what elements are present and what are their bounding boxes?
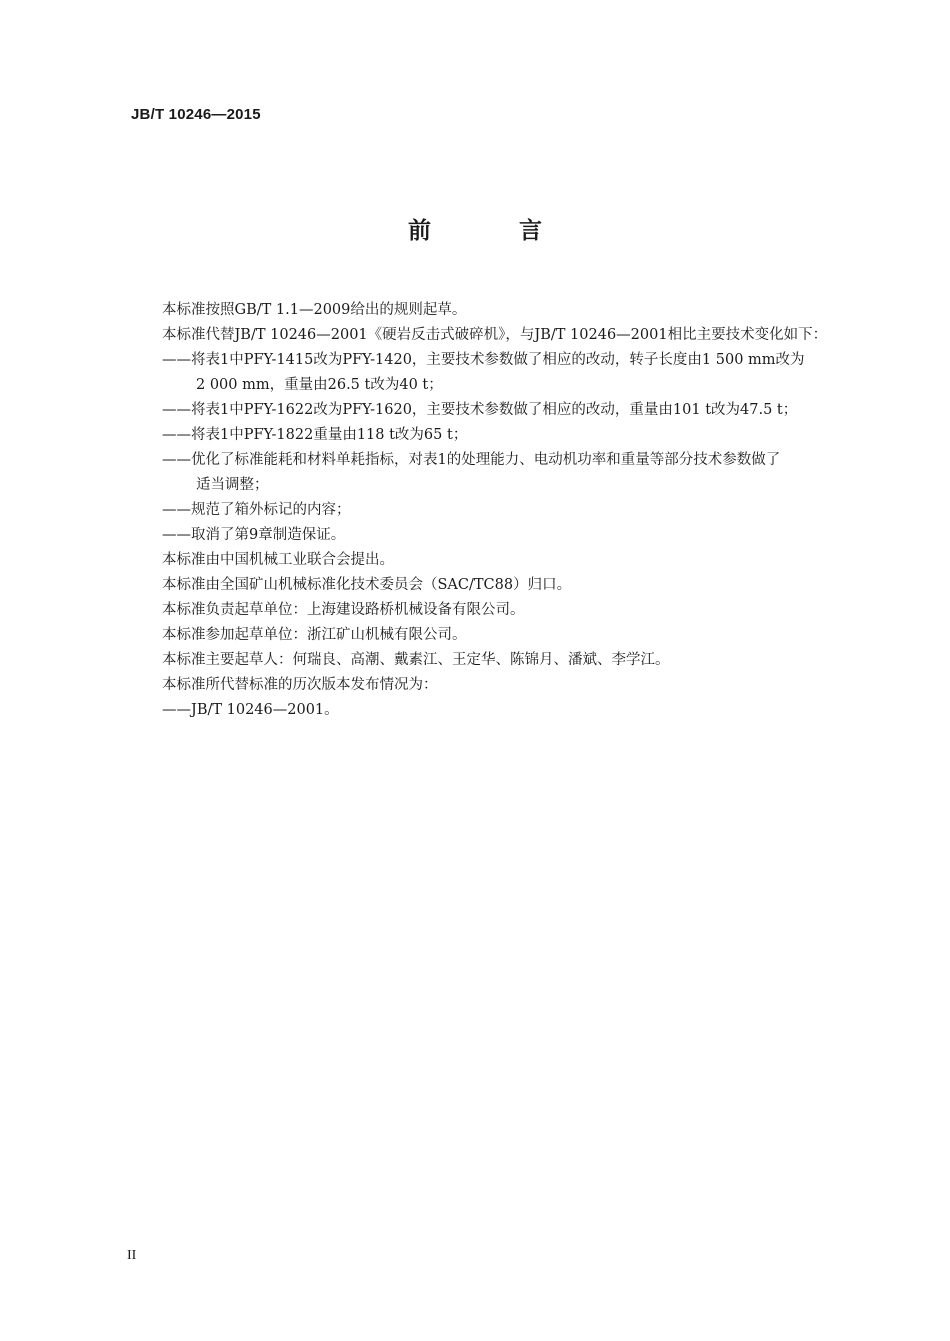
- change-item: ——规范了箱外标记的内容；: [162, 502, 351, 518]
- history-item: ——JB/T 10246—2001。: [162, 702, 339, 718]
- foreword-line: 本标准按照GB/T 1.1—2009给出的规则起草。: [162, 302, 467, 318]
- change-item: ——将表1中PFY-1415改为PFY-1420，主要技术参数做了相应的改动，转子长度由1 500 mm改为: [162, 352, 805, 368]
- foreword-line: 本标准主要起草人：何瑞良、高潮、戴素江、王定华、陈锦月、潘斌、李学江。: [162, 652, 670, 668]
- page-number: II: [127, 1248, 137, 1263]
- change-item: ——优化了标准能耗和材料单耗指标，对表1的处理能力、电动机功率和重量等部分技术参数做了: [162, 452, 781, 468]
- foreword-body: [162, 298, 882, 723]
- foreword-line: 本标准负责起草单位：上海建设路桥机械设备有限公司。: [162, 602, 525, 618]
- change-item: ——取消了第9章制造保证。: [162, 527, 346, 543]
- document-code: JB/T 10246—2015: [131, 106, 261, 123]
- change-item: ——将表1中PFY-1622改为PFY-1620，主要技术参数做了相应的改动，重量由101 t改为47.5 t；: [162, 402, 798, 418]
- foreword-line: 本标准由中国机械工业联合会提出。: [162, 552, 394, 568]
- foreword-line: 本标准由全国矿山机械标准化技术委员会（SAC/TC88）归口。: [162, 577, 572, 593]
- foreword-line: 本标准代替JB/T 10246—2001《硬岩反击式破碎机》，与JB/T 10246—2001相比主要技术变化如下：: [162, 327, 828, 343]
- change-item-continuation: 2 000 mm，重量由26.5 t改为40 t；: [196, 377, 443, 393]
- change-item: ——将表1中PFY-1822重量由118 t改为65 t；: [162, 427, 468, 443]
- foreword-line: 本标准所代替标准的历次版本发布情况为：: [162, 677, 438, 693]
- foreword-line: 本标准参加起草单位：浙江矿山机械有限公司。: [162, 627, 467, 643]
- change-item-continuation: 适当调整；: [196, 477, 269, 493]
- page-title: 前 言: [407, 218, 582, 244]
